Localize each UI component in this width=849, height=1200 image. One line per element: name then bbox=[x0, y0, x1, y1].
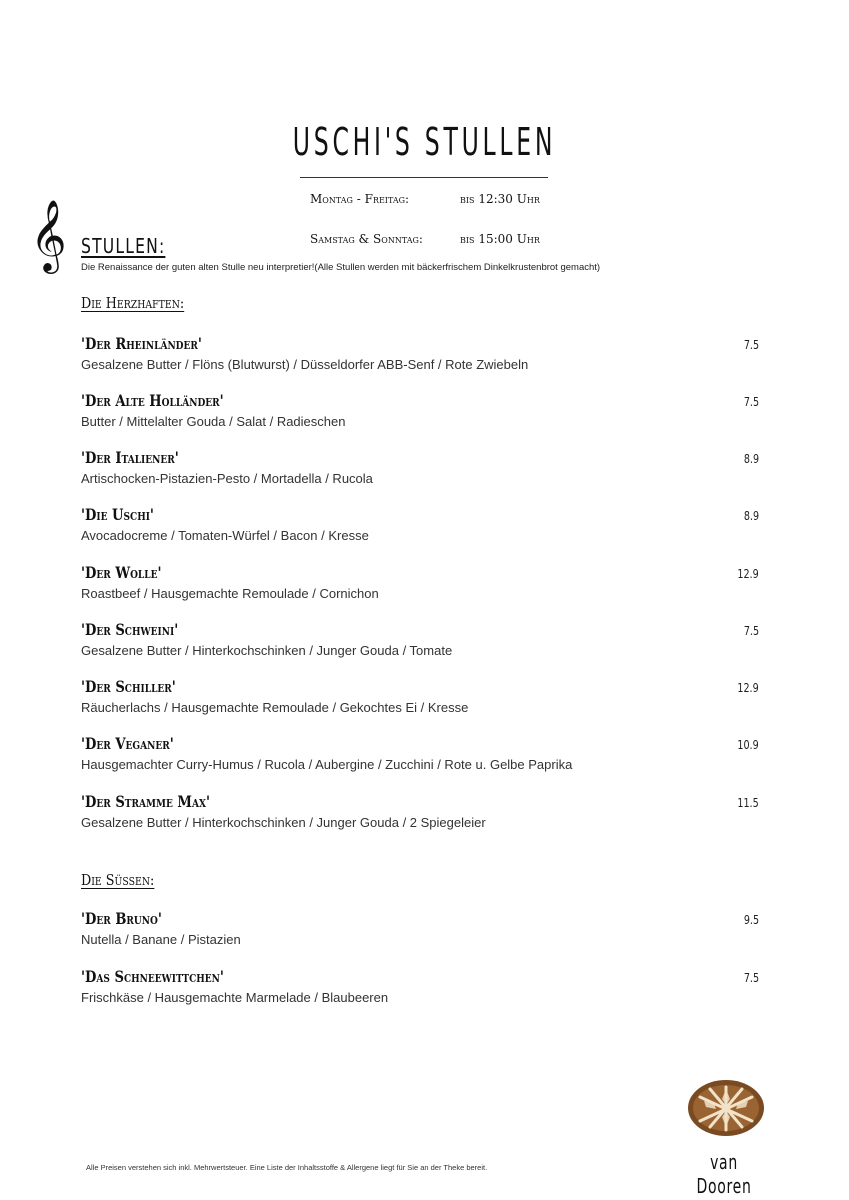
section-title: STULLEN: bbox=[81, 234, 166, 258]
item-price: 7.5 bbox=[743, 338, 759, 352]
menu-item bbox=[81, 391, 771, 441]
bread-logo-icon bbox=[686, 1075, 766, 1137]
item-price: 11.5 bbox=[737, 796, 759, 810]
item-name: 'Die Uschi' bbox=[81, 505, 154, 524]
item-name: 'Der Veganer' bbox=[81, 734, 174, 753]
title-divider bbox=[300, 177, 548, 178]
item-name: 'Der Alte Holländer' bbox=[81, 391, 224, 410]
item-description: Gesalzene Butter / Hinterkochschinken / Junger Gouda / Tomate bbox=[81, 643, 453, 658]
menu-item bbox=[81, 334, 771, 384]
group-title-suessen: Die Süßen: bbox=[81, 871, 155, 889]
menu-item bbox=[81, 734, 771, 784]
item-description: Roastbeef / Hausgemachte Remoulade / Cornichon bbox=[81, 586, 379, 601]
item-description: Avocadocreme / Tomaten-Würfel / Bacon / Kresse bbox=[81, 528, 369, 543]
menu-title: USCHI'S STULLEN bbox=[292, 120, 557, 164]
item-price: 9.5 bbox=[743, 913, 759, 927]
item-price: 7.5 bbox=[743, 971, 759, 985]
item-name: 'Der Schweini' bbox=[81, 620, 179, 639]
item-description: Butter / Mittelalter Gouda / Salat / Radieschen bbox=[81, 414, 346, 429]
hours-row-weekdays bbox=[310, 192, 550, 212]
item-description: Gesalzene Butter / Hinterkochschinken / Junger Gouda / 2 Spiegeleier bbox=[81, 815, 486, 830]
item-name: 'Der Rheinländer' bbox=[81, 334, 202, 353]
menu-item bbox=[81, 505, 771, 555]
hours-days: Montag - Freitag: bbox=[310, 192, 410, 206]
item-price: 7.5 bbox=[743, 395, 759, 409]
menu-item bbox=[81, 448, 771, 498]
menu-item bbox=[81, 792, 771, 842]
item-price: 7.5 bbox=[743, 624, 759, 638]
treble-clef-icon: 𝄞 bbox=[30, 198, 67, 271]
item-price: 12.9 bbox=[737, 681, 759, 695]
item-name: 'Der Italiener' bbox=[81, 448, 179, 467]
item-description: Frischkäse / Hausgemachte Marmelade / Blaubeeren bbox=[81, 990, 389, 1005]
hours-days: Samstag & Sonntag: bbox=[310, 232, 423, 246]
brand-logo-text: van Dooren bbox=[696, 1150, 752, 1198]
menu-item bbox=[81, 909, 771, 959]
menu-item bbox=[81, 967, 771, 1017]
item-description: Nutella / Banane / Pistazien bbox=[81, 932, 241, 947]
item-price: 12.9 bbox=[737, 567, 759, 581]
item-name: 'Der Stramme Max' bbox=[81, 792, 210, 811]
opening-hours bbox=[310, 192, 550, 246]
section-description: Die Renaissance der guten alten Stulle neu interpretier!(Alle Stullen werden mit bäckerfrischem Dinkelkrustenbrot gemacht) bbox=[81, 262, 601, 273]
menu-item bbox=[81, 620, 771, 670]
hours-time: bis 15:00 Uhr bbox=[460, 232, 540, 246]
hours-time: bis 12:30 Uhr bbox=[460, 192, 540, 206]
item-description: Hausgemachter Curry-Humus / Rucola / Aubergine / Zucchini / Rote u. Gelbe Paprika bbox=[81, 757, 573, 772]
hours-row-weekend bbox=[310, 232, 550, 252]
item-description: Gesalzene Butter / Flöns (Blutwurst) / Düsseldorfer ABB-Senf / Rote Zwiebeln bbox=[81, 357, 529, 372]
item-price: 8.9 bbox=[743, 452, 759, 466]
item-description: Räucherlachs / Hausgemachte Remoulade / Gekochtes Ei / Kresse bbox=[81, 700, 469, 715]
item-price: 10.9 bbox=[737, 738, 759, 752]
item-name: 'Der Wolle' bbox=[81, 563, 162, 582]
menu-item bbox=[81, 563, 771, 613]
item-name: 'Der Schiller' bbox=[81, 677, 176, 696]
item-price: 8.9 bbox=[743, 509, 759, 523]
group-title-herzhaften: Die Herzhaften: bbox=[81, 294, 185, 312]
menu-item bbox=[81, 677, 771, 727]
item-description: Artischocken-Pistazien-Pesto / Mortadella / Rucola bbox=[81, 471, 373, 486]
item-name: 'Der Bruno' bbox=[81, 909, 162, 928]
item-name: 'Das Schneewittchen' bbox=[81, 967, 224, 986]
footer-note: Alle Preisen verstehen sich inkl. Mehrwertsteuer. Eine Liste der Inhaltsstoffe & Allergene liegt für Sie an der Theke bereit. bbox=[86, 1163, 488, 1172]
